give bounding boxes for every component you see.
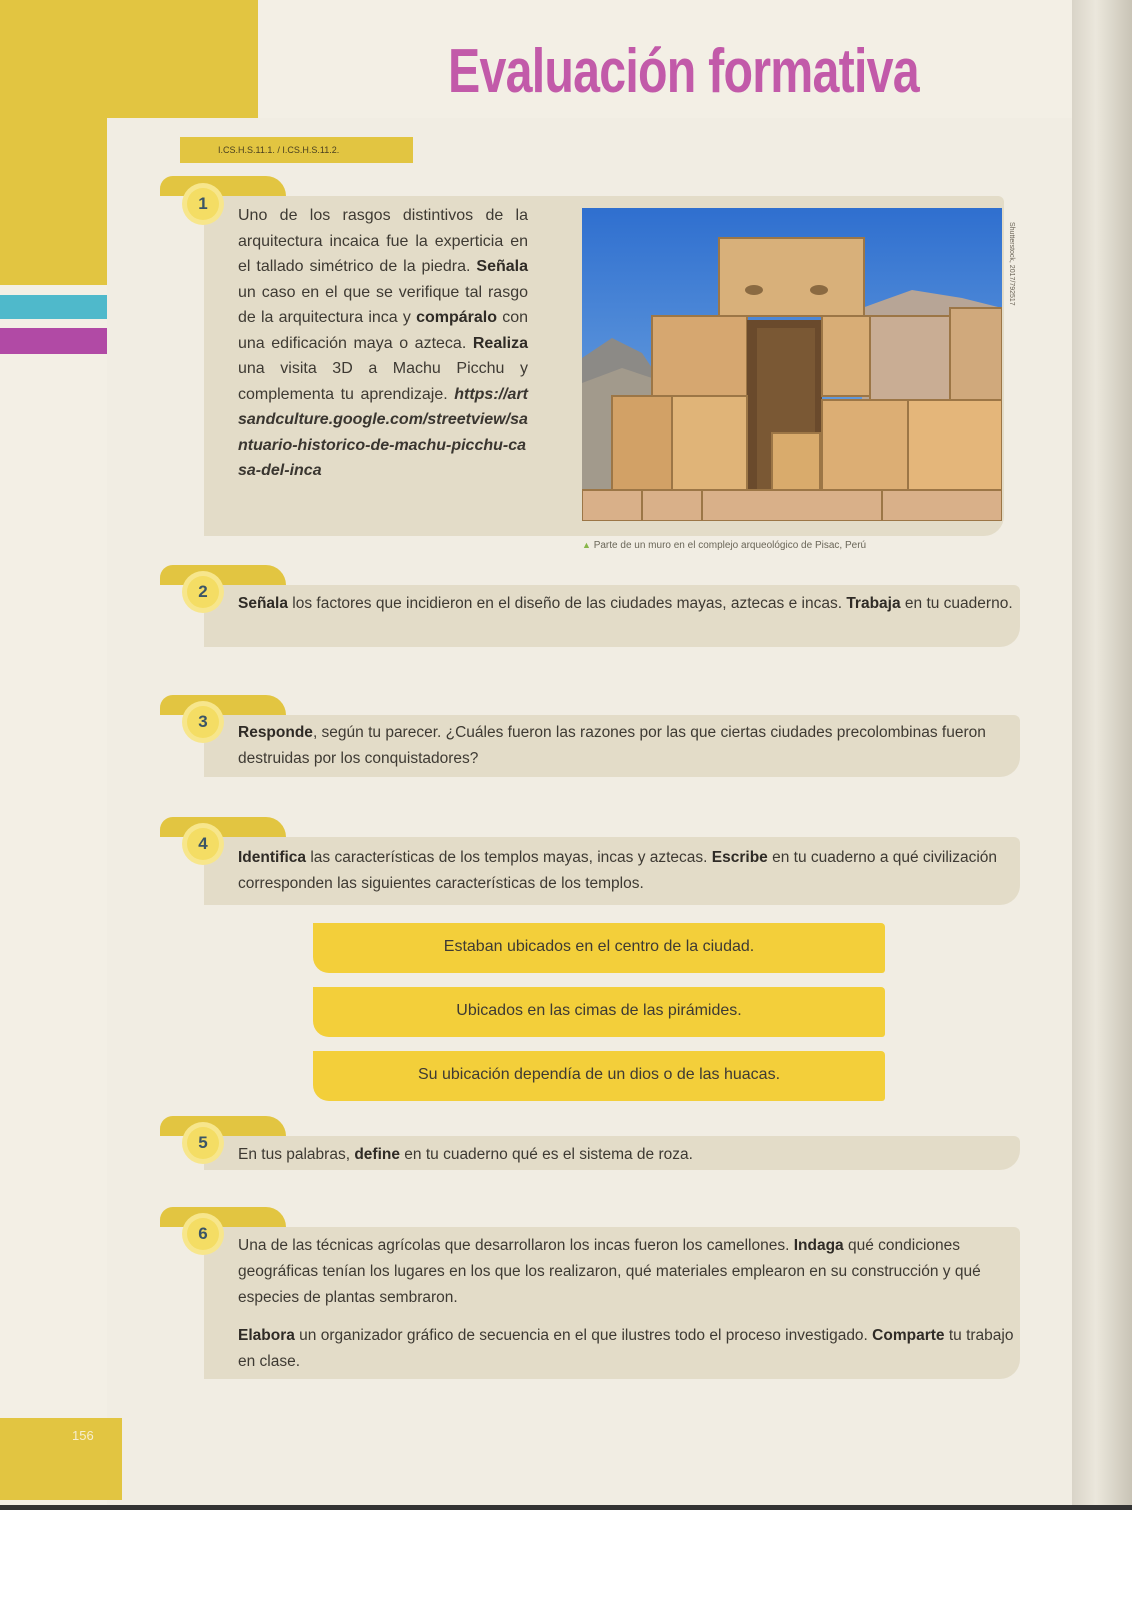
activity-3-tab bbox=[160, 695, 286, 715]
caption-triangle-icon: ▲ bbox=[582, 540, 591, 550]
decorative-stripe-cyan bbox=[0, 295, 107, 319]
temple-characteristic-box: Estaban ubicados en el centro de la ciudad. bbox=[313, 923, 885, 973]
activity-5-tab bbox=[160, 1116, 286, 1136]
activity-4-tab bbox=[160, 817, 286, 837]
activity-6-number: 6 bbox=[187, 1218, 219, 1250]
activity-6-text-second: Elabora un organizador gráfico de secuencia en el que ilustres todo el proceso investigado. Comparte tu trabajo en clase. bbox=[238, 1327, 1014, 1370]
temple-characteristic-box: Ubicados en las cimas de las pirámides. bbox=[313, 987, 885, 1037]
pisac-wall-photo bbox=[582, 208, 1002, 521]
activity-2-text: Señala los factores que incidieron en el diseño de las ciudades mayas, aztecas e incas. Trabaja en tu cuaderno. bbox=[238, 595, 1013, 612]
decorative-stripe-magenta bbox=[0, 328, 107, 354]
activity-2-number: 2 bbox=[187, 576, 219, 608]
page-title: Evaluación formativa bbox=[448, 37, 919, 106]
activity-6-tab bbox=[160, 1207, 286, 1227]
activity-1-tab bbox=[160, 176, 286, 196]
activity-3-number: 3 bbox=[187, 706, 219, 738]
machu-picchu-link[interactable]: https://artsandculture.google.com/streetview/santuario-historico-de-machu-picchu-casa-del-inca bbox=[238, 385, 528, 479]
temple-characteristic-box: Su ubicación dependía de un dios o de las huacas. bbox=[313, 1051, 885, 1101]
photo-credit: Shutterstock, 2017/792517 bbox=[1008, 222, 1015, 306]
curriculum-codes: I.CS.H.S.11.1. / I.CS.H.S.11.2. bbox=[180, 137, 413, 163]
book-spine-edge bbox=[1072, 0, 1132, 1510]
activity-6-text: Una de las técnicas agrícolas que desarrollaron los incas fueron los camellones. Indaga qué condiciones geográficas tenían los lugares en los que los realizaron, qué materiales emplearon en su construcción y qué especies de plantas sembraron. bbox=[238, 1237, 981, 1306]
activity-5-number: 5 bbox=[187, 1127, 219, 1159]
page-bottom-edge bbox=[0, 1505, 1132, 1510]
activity-1-number: 1 bbox=[187, 188, 219, 220]
activity-2-tab bbox=[160, 565, 286, 585]
activity-1-text: Uno de los rasgos distintivos de la arquitectura incaica fue la experticia en el tallado simétrico de la piedra. Señala un caso en el que se verifique tal rasgo de la arquitectura inca y compáralo con una edificación maya o azteca. Realiza una visita 3D a Machu Picchu y complementa tu aprendizaje. https://artsandculture.google.com/streetview/santuario-historico-de-machu-picchu-casa-del-inca bbox=[238, 207, 528, 479]
activity-4-text: Identifica las características de los templos mayas, incas y aztecas. Escribe en tu cuaderno a qué civilización corresponden las siguientes características de los templos. bbox=[238, 849, 998, 892]
photo-caption: ▲ Parte de un muro en el complejo arqueológico de Pisac, Perú bbox=[582, 540, 867, 551]
activity-4-number: 4 bbox=[187, 828, 219, 860]
activity-3-text: Responde, según tu parecer. ¿Cuáles fueron las razones por las que ciertas ciudades precolombinas fueron destruidas por los conquistadores? bbox=[238, 724, 986, 767]
activity-5-text: En tus palabras, define en tu cuaderno qué es el sistema de roza. bbox=[238, 1146, 693, 1163]
page-number: 156 bbox=[72, 1428, 94, 1443]
